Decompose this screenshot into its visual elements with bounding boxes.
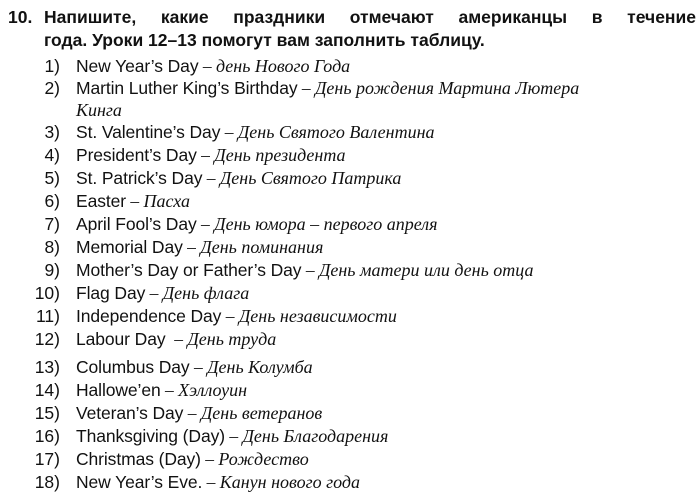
task-heading-text-1: Напишите, какие праздники отмечают американцы в течение xyxy=(44,7,696,27)
item-russian: День независимости xyxy=(238,306,397,326)
item-number: 1) xyxy=(44,56,60,76)
item-dash: – xyxy=(145,283,163,303)
item-dash: – xyxy=(125,191,144,211)
item-number: 16) xyxy=(34,426,60,446)
item-russian: День юмора – первого апреля xyxy=(214,214,438,234)
item-dash: – xyxy=(189,357,208,377)
item-russian: День флага xyxy=(162,283,250,303)
item-number: 7) xyxy=(44,214,60,234)
item-russian: Хэллоуин xyxy=(178,380,248,400)
item-number: 15) xyxy=(34,403,60,423)
item-body xyxy=(76,356,313,378)
item-russian: День Святого Патрика xyxy=(219,168,402,188)
item-number: 18) xyxy=(34,472,60,492)
task-heading-line-2: года. Уроки 12–13 помогут вам заполнить таблицу. xyxy=(44,30,485,50)
item-number: 13) xyxy=(34,357,60,377)
item-number: 4) xyxy=(44,145,60,165)
item-english: Christmas (Day) xyxy=(76,449,201,469)
item-english: St. Patrick’s Day xyxy=(76,168,203,188)
item-body xyxy=(76,328,276,350)
item-english: Easter xyxy=(76,191,126,211)
item-dash: – xyxy=(196,145,215,165)
item-english: Labour Day xyxy=(76,329,166,349)
item-dash: – xyxy=(297,78,315,98)
item-russian: День матери или день отца xyxy=(318,260,534,280)
item-russian: День труда xyxy=(187,329,277,349)
item-english: Mother’s Day or Father’s Day xyxy=(76,260,302,280)
item-dash: – xyxy=(165,329,188,349)
item-english: April Fool’s Day xyxy=(76,214,197,234)
item-body xyxy=(76,144,346,166)
item-russian: День Святого Валентина xyxy=(237,122,435,142)
item-english: St. Valentine’s Day xyxy=(76,122,221,142)
item-body xyxy=(76,448,309,470)
item-english: Hallowe’en xyxy=(76,380,161,400)
item-number: 5) xyxy=(44,168,60,188)
item-english: Independence Day xyxy=(76,306,222,326)
item-body xyxy=(76,190,190,212)
item-dash: – xyxy=(221,306,239,326)
item-body xyxy=(76,259,533,281)
item-english: Thanksgiving (Day) xyxy=(76,426,225,446)
task-heading-line-1 xyxy=(8,6,696,29)
task-number: 10. xyxy=(8,7,33,27)
item-dash: – xyxy=(198,56,216,76)
item-russian: Канун нового года xyxy=(219,472,360,492)
item-russian: День поминания xyxy=(200,237,324,257)
item-english: Flag Day xyxy=(76,283,146,303)
item-english: Veteran’s Day xyxy=(76,403,184,423)
item-dash: – xyxy=(202,472,220,492)
item-russian: День ветеранов xyxy=(200,403,323,423)
item-english: New Year’s Day xyxy=(76,56,199,76)
item-number: 3) xyxy=(44,122,60,142)
task-heading xyxy=(8,6,696,52)
item-body xyxy=(76,282,249,304)
item-russian-continuation: Кинга xyxy=(76,100,122,120)
item-russian: День президента xyxy=(214,145,346,165)
item-dash: – xyxy=(301,260,319,280)
item-number: 11) xyxy=(36,306,60,326)
item-number: 12) xyxy=(34,329,60,349)
item-english: President’s Day xyxy=(76,145,197,165)
item-dash: – xyxy=(160,380,179,400)
item-english: Memorial Day xyxy=(76,237,183,257)
item-english: New Year’s Eve. xyxy=(76,472,203,492)
item-dash: – xyxy=(196,214,215,234)
item-russian: Пасха xyxy=(143,191,190,211)
item-body xyxy=(76,167,401,189)
item-body xyxy=(76,305,397,327)
item-dash: – xyxy=(200,449,219,469)
item-number: 14) xyxy=(34,380,60,400)
item-body xyxy=(76,402,322,424)
item-dash: – xyxy=(183,403,201,423)
item-number: 10) xyxy=(34,283,60,303)
item-number: 2) xyxy=(44,78,60,98)
item-body xyxy=(76,379,247,401)
item-number: 17) xyxy=(34,449,60,469)
item-english: Martin Luther King’s Birthday xyxy=(76,78,298,98)
item-dash: – xyxy=(182,237,201,257)
item-body xyxy=(76,425,388,447)
item-russian: День Благодарения xyxy=(242,426,389,446)
item-body xyxy=(76,55,350,77)
item-number: 9) xyxy=(44,260,60,280)
item-russian: Рождество xyxy=(218,449,309,469)
item-body xyxy=(76,121,435,143)
item-dash: – xyxy=(220,122,238,142)
item-body xyxy=(76,471,360,493)
item-body xyxy=(76,213,438,235)
item-russian: День Колумба xyxy=(207,357,313,377)
item-dash: – xyxy=(224,426,243,446)
item-russian: день Нового Года xyxy=(215,56,351,76)
item-russian: День рождения Мартина Лютера xyxy=(314,78,580,98)
item-english: Columbus Day xyxy=(76,357,190,377)
item-body xyxy=(76,236,323,258)
item-number: 8) xyxy=(44,237,60,257)
item-dash: – xyxy=(202,168,220,188)
item-body xyxy=(76,77,579,99)
item-number: 6) xyxy=(44,191,60,211)
